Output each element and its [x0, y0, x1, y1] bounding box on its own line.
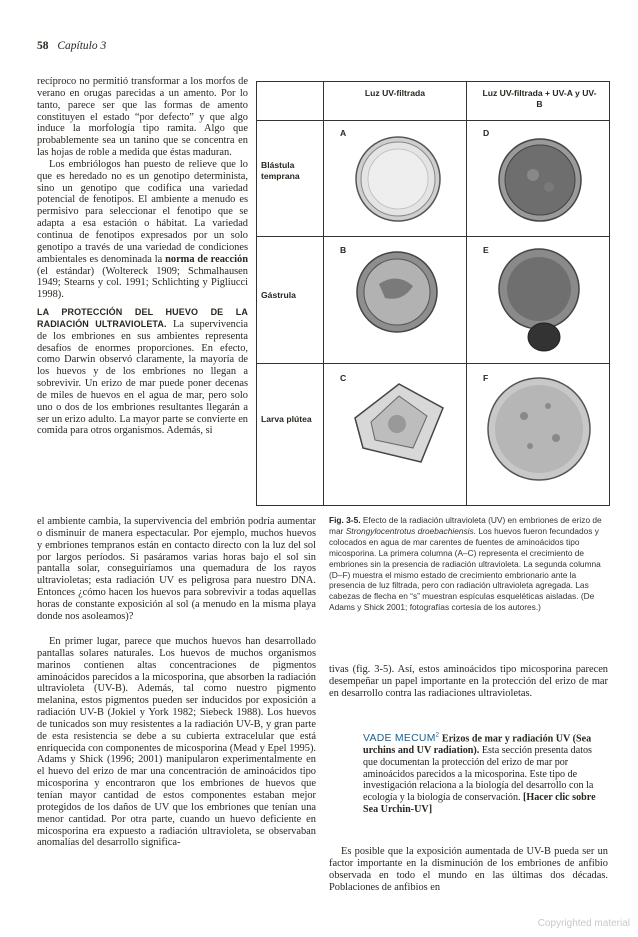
- paragraph: Es posible que la exposición aumentada de UV-B pueda ser un factor importante en la disminución de los embriones de anfibio observada en todo el mundo en las últimas dos décadas. Poblaciones de anfibios en: [329, 846, 608, 893]
- panel-letter: C: [340, 373, 347, 383]
- panel-letter: E: [483, 245, 489, 255]
- paragraph: recíproco no permitió transformar a los morfos de verano en orugas parecidas a un amento. Por lo tanto, parece ser que las formas de amento constituyen el estado “por defecto” y que algo induce la morfología tipo ramita. Algo que probablemente sea un tanino que se concentra en las hojas de roble a medida que éstas maduran.: [37, 76, 248, 159]
- left-text-column: [37, 76, 248, 437]
- row-label: Larva plútea: [261, 414, 312, 424]
- chapter-title: Capítulo 3: [57, 40, 107, 52]
- paragraph: En primer lugar, parece que muchos huevos han desarrollado pantallas solares naturales. Los huevos de muchos organismos marinos contienen altas concentraciones de pigmentos aminoácidos parecidos a la micosporina, que absorben la radiación ultravioleta (UV-B). Además, tal como nuestro pigmento melanina, estos pigmentos pueden ser inducidos por exposición a radiación UV-B (Jokiel y York 1982; Siebeck 1988). Los huevos de tunicados son muy resistentes a la radiación UV-B, y gran parte de esta resistencia se debe a su cubierta extracelular que está enriquecida con componentes de micosporina (Mead y Epel 1995). Adams y Shick (1996; 2001) manipularon experimentalmente en el huevo del erizo de mar una concentración de aminoácidos tipo micosporina y encontraron que los embriones de huevos que tenían mayor cantidad de estos componentes estaban mejor protegidos de los daños de UV que los embriones que tenían una menor cantidad. Por otra parte, cuando un huevo deficiente en micosporina era expuesto a radiación ultravioleta, se observaban anomalías del desarrollo significa-: [37, 636, 316, 849]
- blastula-micrograph-d: [497, 137, 583, 223]
- panel-letter: A: [340, 128, 347, 138]
- running-header: [37, 40, 106, 52]
- page-number: 58: [37, 40, 49, 52]
- blastula-micrograph-a: [353, 134, 443, 224]
- species-name: Strongylocentrotus droebachiensis.: [345, 525, 477, 536]
- divider: [323, 82, 324, 505]
- column-heading: Luz UV-filtrada: [364, 88, 426, 98]
- paragraph: LA PROTECCIÓN DEL HUEVO DE LA RADIACIÓN ULTRAVIOLETA. La supervivencia de los embriones en sus ambientes representa desafíos de enormes proporciones. En efecto, como Darwin observó claramente, la mayoría de los huevos y de los embriones no llegan a sobrevivir. Un erizo de mar puede poner decenas de miles de huevos en el agua de mar, pero solo uno o dos de los embriones resultantes llegarán a ser un erizo adulto. La mayor parte se convierte en comida para otros organismos. Además, si: [37, 307, 248, 437]
- paragraph: tivas (fig. 3-5). Así, estos aminoácidos tipo micosporina parecen desempeñar un papel importante en la protección del erizo de mar en desarrollo contra las radiaciones ultravioletas.: [329, 664, 608, 699]
- section-heading: LA PROTECCIÓN DEL HUEVO DE LA RADIACIÓN ULTRAVIOLETA.: [37, 307, 248, 329]
- divider: [466, 82, 467, 505]
- body-text: [329, 664, 608, 700]
- vade-mecum-link[interactable]: [Hacer clic sobre Sea Urchin-UV]: [363, 791, 596, 815]
- body-text: [37, 636, 316, 849]
- panel-letter: B: [340, 245, 347, 255]
- divider: [257, 236, 609, 237]
- copyright-watermark: Copyrighted material: [537, 918, 630, 929]
- column-heading: Luz UV-filtrada + UV-A y UV-B: [482, 88, 597, 109]
- row-label: Gástrula: [261, 290, 296, 300]
- row-label: Blástula temprana: [261, 160, 300, 181]
- pluteus-micrograph-c: [349, 378, 449, 468]
- divider: [257, 120, 609, 121]
- vade-mecum-brand: VADE MECUM$^2$: [363, 733, 440, 745]
- vade-mecum-title: Erizos de mar y radiación UV (Sea urchins and UV radiation).: [363, 733, 592, 757]
- gastrula-micrograph-b: [355, 250, 439, 334]
- paragraph: Los embriólogos han puesto de relieve que lo que es heredado no es un genotipo determinista, sino un genotipo que codifica una variedad potencial de fenotipos. El ambiente a menudo es permisivo para seleccionar el fenotipo que se adapta a esa estación o hábitat. La variedad continua de fenotipos expresados por un solo genotipo a través de una variedad de condiciones ambientales es denominada la norma de reacción (el estándar) (Woltereck 1909; Schmalhausen 1949; Stearns y col. 1991; Schlichting y Pigliucci 1998).: [37, 158, 248, 301]
- body-text: [37, 516, 316, 623]
- figure-3-5: [256, 81, 610, 506]
- key-term: norma de reacción: [165, 253, 248, 265]
- figure-label: Fig. 3-5.: [329, 515, 361, 525]
- paragraph: el ambiente cambia, la supervivencia del embrión podría aumentar o disminuir de manera espectacular. Por ejemplo, muchos huevos y embriones tempranos están en contacto directo con la luz del sol por largos períodos. Si pasáramos varias horas bajo el sol sin pantalla solar, conseguiríamos una quemadura de los rayos ultravioletas; esta radiación UV es peligrosa para nuestro DNA. Entonces ¿cómo hacen los huevos para sobrevivir a todas aquellas horas de constante exposición al sol (a menudo en la misma playa donde nos asoleamos)?: [37, 516, 316, 622]
- panel-letter: D: [483, 128, 490, 138]
- panel-letter: F: [483, 373, 489, 383]
- pluteus-micrograph-f: [486, 376, 592, 482]
- figure-caption: Fig. 3-5. Efecto de la radiación ultravioleta (UV) en embriones de erizo de mar Strongylocentrotus droebachiensis. Los huevos fueron fecundados y colocados en agua de mar carentes de fuentes de aminoácidos tipo micosporina. La primera columna (A–C) representa el crecimiento de embriones sin la presencia de radiación ultravioleta. La segunda columna (D–F) muestra el mismo estado de crecimiento embrionario ante la presencia de luz filtrada, pero con radiación ultravioleta agregada. Las cabezas de flecha en “s” muestran espículas esqueléticas aisladas. (De Adams y Shick 2001; fotografías cortesía de los autores.): [329, 515, 602, 613]
- divider: [257, 363, 609, 364]
- vade-mecum-box: VADE MECUM$^2$ Erizos de mar y radiación UV (Sea urchins and UV radiation). Esta sección presenta datos que documentan la protección del erizo de mar por aminoácidos parecidos a la micosporina. Este tipo de investigación relaciona a la biología del desarrollo con la ecología y la biología de conservación. [Hacer clic sobre Sea Urchin-UV]: [363, 733, 596, 815]
- body-text: [329, 846, 608, 893]
- gastrula-micrograph-e: [494, 245, 584, 355]
